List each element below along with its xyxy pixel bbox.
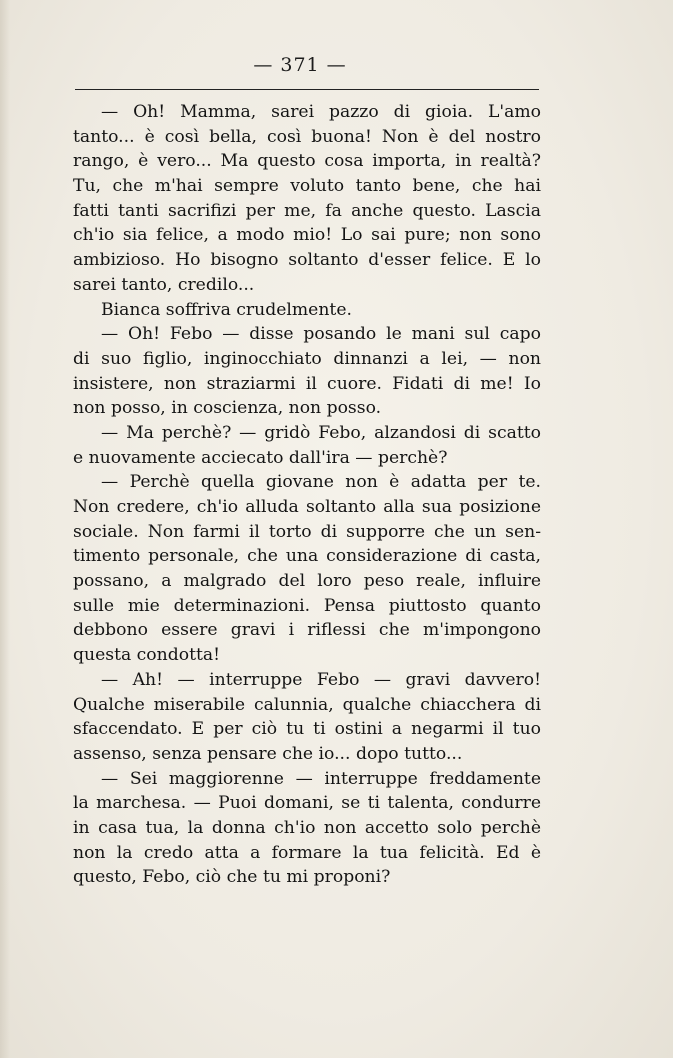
text-line: non posso, in coscienza, non posso. bbox=[73, 398, 382, 419]
text-line: rango, è vero... Ma questo cosa importa, in realtà? bbox=[73, 151, 541, 172]
text-line: — Ma perchè? — gridò Febo, alzandosi di scatto bbox=[101, 422, 541, 443]
text-line: ch'io sia felice, a modo mio! Lo sai pure; non sono bbox=[73, 225, 541, 246]
body-text bbox=[73, 100, 541, 890]
header-rule bbox=[75, 89, 539, 90]
text-line: — Oh! Febo — disse posando le mani sul capo bbox=[101, 324, 541, 345]
text-line: possano, a malgrado del loro peso reale, influire bbox=[73, 571, 541, 592]
text-line: sfaccendato. E per ciò tu ti ostini a negarmi il tuo bbox=[73, 719, 541, 740]
text-line: timento personale, che una considerazione di casta, bbox=[73, 546, 541, 567]
page-edge-shadow bbox=[0, 0, 10, 1058]
text-line: Qualche miserabile calunnia, qualche chiacchera di bbox=[73, 694, 541, 715]
text-line: debbono essere gravi i riflessi che m'impongono bbox=[73, 620, 541, 641]
text-line: assenso, senza pensare che io... dopo tutto... bbox=[73, 743, 463, 764]
text-line: insistere, non straziarmi il cuore. Fidati di me! Io bbox=[73, 373, 541, 394]
text-line: Tu, che m'hai sempre voluto tanto bene, che hai bbox=[73, 176, 541, 197]
text-line: questo, Febo, ciò che tu mi proponi? bbox=[73, 867, 391, 888]
text-line: sociale. Non farmi il torto di supporre che un sen- bbox=[73, 521, 541, 542]
text-line: — Perchè quella giovane non è adatta per te. bbox=[101, 472, 541, 493]
page-number: — 371 — bbox=[253, 54, 347, 76]
text-line: ambizioso. Ho bisogno soltanto d'esser felice. E lo bbox=[73, 250, 541, 271]
text-line: sulle mie determinazioni. Pensa piuttosto quanto bbox=[73, 595, 541, 616]
text-line: in casa tua, la donna ch'io non accetto solo perchè bbox=[73, 817, 541, 838]
text-line: sarei tanto, credilo... bbox=[73, 274, 255, 295]
text-line: Non credere, ch'io alluda soltanto alla sua posizione bbox=[73, 497, 541, 517]
text-line: tanto... è così bella, così buona! Non è del nostro bbox=[73, 126, 541, 147]
text-line: non la credo atta a formare la tua felicità. Ed è bbox=[73, 842, 541, 863]
text-line: la marchesa. — Puoi domani, se ti talenta, condurre bbox=[73, 793, 541, 814]
text-line: — Oh! Mamma, sarei pazzo di gioia. L'amo bbox=[101, 102, 541, 122]
text-line: Bianca soffriva crudelmente. bbox=[101, 299, 352, 320]
text-line: — Sei maggiorenne — interruppe freddamente bbox=[101, 768, 541, 789]
text-line: questa condotta! bbox=[73, 645, 221, 666]
text-line: e nuovamente acciecato dall'ira — perchè? bbox=[73, 447, 448, 468]
text-line: — Ah! — interruppe Febo — gravi davvero! bbox=[101, 669, 541, 690]
text-line: fatti tanti sacrifizi per me, fa anche questo. Lascia bbox=[73, 200, 541, 221]
text-line: di suo figlio, inginocchiato dinnanzi a lei, — non bbox=[73, 348, 541, 369]
